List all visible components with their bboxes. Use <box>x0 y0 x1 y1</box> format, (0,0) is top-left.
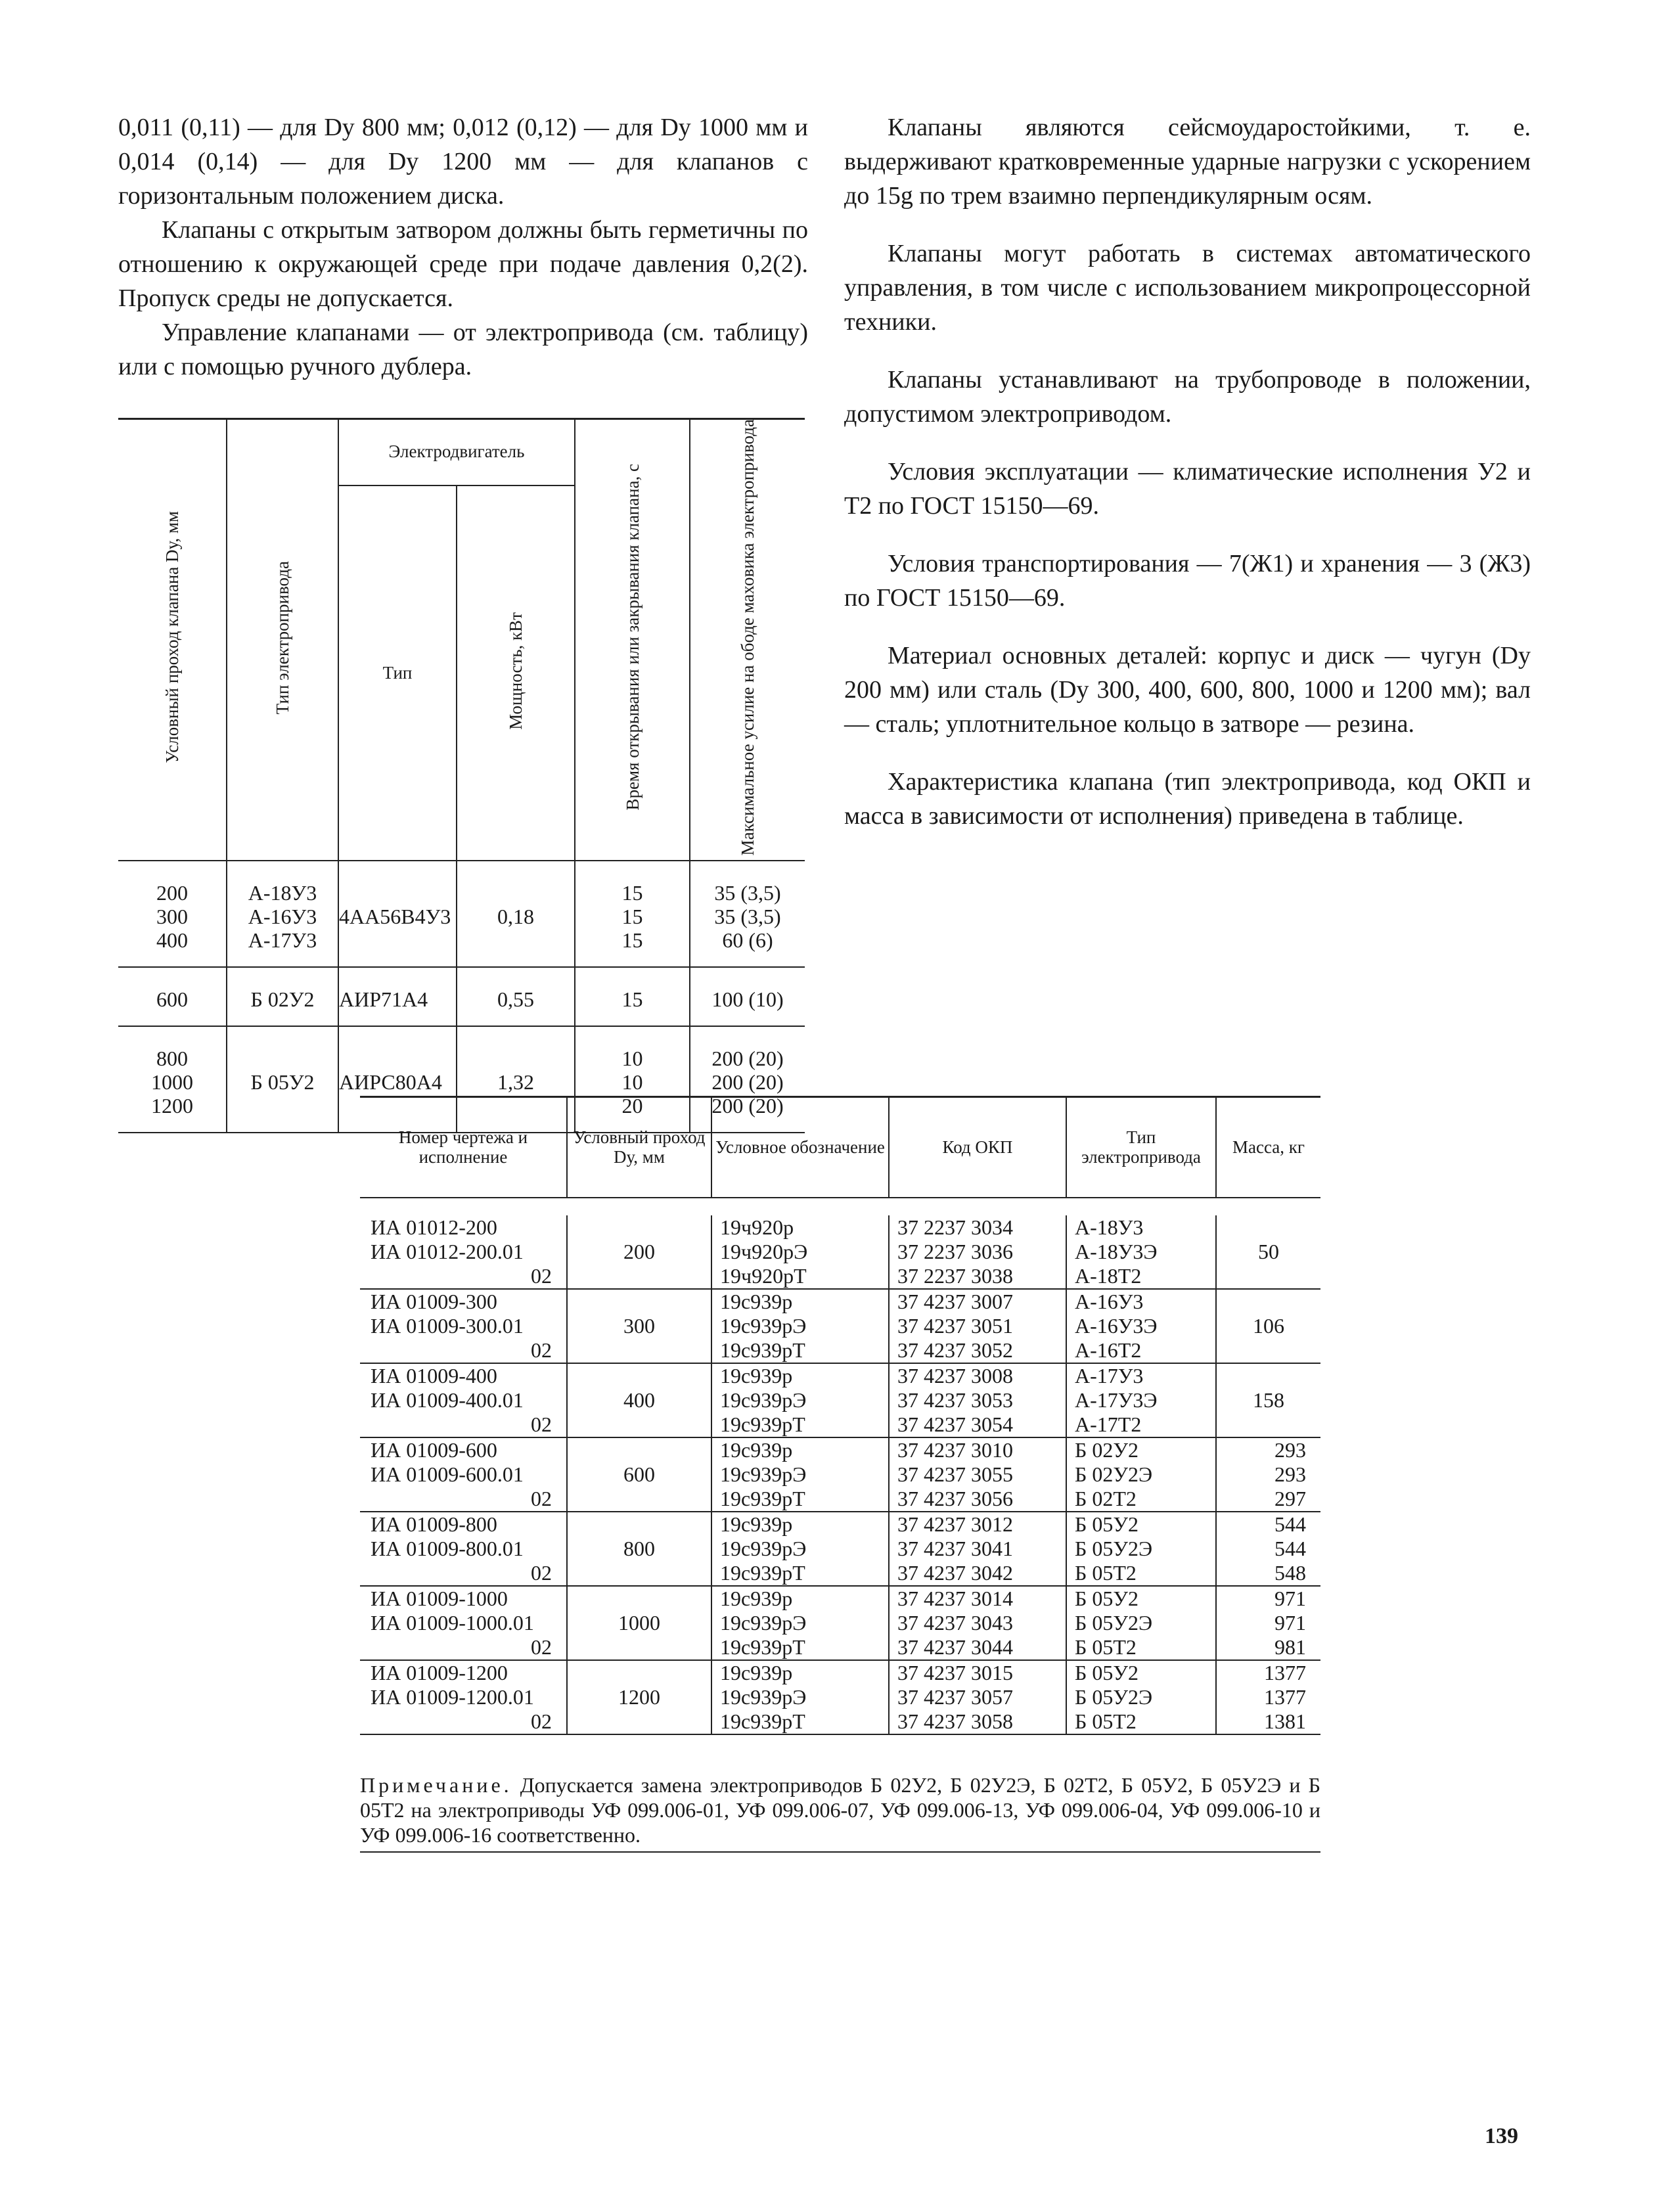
valve-cell-line: ИА 01009-600.01 <box>371 1462 524 1486</box>
valve-cell-mass <box>1216 1586 1320 1660</box>
valve-cell-line: 37 4237 3012 <box>897 1512 1013 1536</box>
motor-cell-line: А-16У3 <box>248 905 317 929</box>
motor-cell-line: 15 <box>621 881 643 905</box>
motor-table-row <box>118 861 805 967</box>
valve-cell-line: Б 05У2 <box>1075 1587 1139 1610</box>
valve-cell-dn: 600 <box>567 1437 711 1512</box>
valve-cell-line: 37 4237 3015 <box>897 1661 1013 1684</box>
valve-cell-line: 19с939рТ <box>720 1709 805 1733</box>
valve-cell-designation <box>711 1215 889 1289</box>
valve-cell-drawing <box>360 1363 567 1437</box>
valve-cell-line: 293 <box>1274 1438 1306 1462</box>
valve-cell-line: 544 <box>1274 1512 1306 1536</box>
main-th-dn: Условный проход Dу, мм <box>567 1097 711 1198</box>
valve-cell-okp <box>889 1363 1066 1437</box>
valve-cell-line: 971 <box>1274 1611 1306 1635</box>
motor-cell-line: Б 02У2 <box>250 987 315 1012</box>
motor-cell-line: 600 <box>156 987 188 1012</box>
valve-cell-line: 19с939рТ <box>720 1487 805 1510</box>
main-th-drawing: Номер чертежа и исполнение <box>360 1097 567 1198</box>
valve-cell-line: Б 02У2Э <box>1075 1462 1153 1486</box>
motor-cell-motor-type: АИР71А4 <box>338 967 457 1026</box>
valve-cell-line: 106 <box>1253 1314 1284 1338</box>
motor-table-body <box>118 861 805 1133</box>
right-paragraph-3: Клапаны устанавливают на трубопроводе в положении, допустимом электроприводом. <box>844 366 1531 428</box>
note-label: Примечание. <box>360 1773 512 1797</box>
valve-cell-line: 19с939рТ <box>720 1561 805 1585</box>
valve-cell-dn: 1000 <box>567 1586 711 1660</box>
left-paragraph-3: Управление клапанами — от электропривода (см. таблицу) или с помощью ручного дублера. <box>118 319 808 380</box>
valve-cell-designation <box>711 1512 889 1586</box>
valve-cell-line: 02 <box>531 1264 552 1288</box>
motor-cell-line: 100 (10) <box>711 987 784 1012</box>
main-th-designation: Условное обозначение <box>711 1097 889 1198</box>
valve-cell-drawing <box>360 1512 567 1586</box>
valve-cell-line: Б 05У2Э <box>1075 1537 1153 1560</box>
valve-cell-line: 19с939р <box>720 1661 793 1684</box>
motor-cell-line: 200 (20) <box>711 1070 784 1095</box>
valve-cell-line: А-18У3 <box>1075 1215 1144 1239</box>
valve-cell-line: Б 05У2Э <box>1075 1685 1153 1709</box>
valve-cell-okp <box>889 1437 1066 1512</box>
motor-cell-force <box>690 861 805 967</box>
motor-cell-line: 400 <box>156 928 188 953</box>
motor-cell-power: 1,32 <box>457 1026 575 1133</box>
valve-cell-line: 1377 <box>1264 1661 1306 1684</box>
valve-cell-mass <box>1216 1437 1320 1512</box>
valve-cell-drive <box>1066 1289 1216 1363</box>
motor-cell-line: 20 <box>621 1094 643 1118</box>
valve-cell-drawing <box>360 1660 567 1734</box>
motor-cell-time <box>575 967 690 1026</box>
valve-cell-line: 37 4237 3058 <box>897 1709 1013 1733</box>
valve-cell-line: 37 4237 3057 <box>897 1685 1013 1709</box>
right-paragraph-2: Клапаны могут работать в системах автоматического управления, в том числе с использованием микропроцессорной техники. <box>844 240 1531 336</box>
valve-cell-line: 19с939р <box>720 1438 793 1462</box>
valve-cell-okp <box>889 1586 1066 1660</box>
valve-cell-line: 548 <box>1274 1561 1306 1585</box>
valve-cell-line: 50 <box>1258 1240 1279 1263</box>
motor-th-power: Мощность, кВт <box>457 485 575 861</box>
motor-th-motor-group: Электродвигатель <box>338 419 575 485</box>
valve-cell-line: ИА 01009-1200 <box>371 1661 508 1684</box>
right-paragraph-5: Условия транспортирования — 7(Ж1) и хранения — 3 (Ж3) по ГОСТ 15150—69. <box>844 550 1531 612</box>
right-paragraph-7: Характеристика клапана (тип электропривода, код ОКП и масса в зависимости от исполнения) приведена в таблице. <box>844 768 1531 830</box>
valve-cell-line: А-17Т2 <box>1075 1412 1142 1436</box>
motor-th-motor-type: Тип <box>338 485 457 861</box>
valve-cell-okp <box>889 1215 1066 1289</box>
motor-cell-drive-type <box>227 967 338 1026</box>
valve-cell-line: 19с939р <box>720 1587 793 1610</box>
valve-cell-drive <box>1066 1512 1216 1586</box>
valve-cell-line: 19с939рЭ <box>720 1462 807 1486</box>
valve-cell-line: 19с939р <box>720 1290 793 1313</box>
valve-cell-line: Б 05Т2 <box>1075 1561 1137 1585</box>
valve-table-row <box>360 1363 1320 1437</box>
valve-cell-line: 19с939рЭ <box>720 1611 807 1635</box>
valve-cell-line: 19с939рЭ <box>720 1314 807 1338</box>
valve-cell-line: Б 05Т2 <box>1075 1709 1137 1733</box>
valve-cell-line: ИА 01009-600 <box>371 1438 497 1462</box>
motor-cell-line: 800 <box>156 1047 188 1071</box>
valve-cell-line: 981 <box>1274 1635 1306 1659</box>
valve-cell-line: ИА 01009-800 <box>371 1512 497 1536</box>
valve-cell-drawing <box>360 1437 567 1512</box>
valve-cell-drive <box>1066 1363 1216 1437</box>
valve-cell-line: 19с939рЭ <box>720 1388 807 1412</box>
valve-cell-dn: 400 <box>567 1363 711 1437</box>
table-note <box>360 1772 1320 1847</box>
valve-cell-drawing <box>360 1586 567 1660</box>
motor-th-force: Максимальное усилие на ободе маховика электропривода <box>690 419 805 861</box>
page-number: 139 <box>1485 2124 1518 2148</box>
motor-cell-line: А-18У3 <box>248 881 317 905</box>
motor-th-time: Время открывания или закрывания клапана, с <box>575 419 690 861</box>
valve-cell-line: 37 4237 3052 <box>897 1338 1013 1362</box>
valve-table-body <box>360 1215 1320 1734</box>
valve-cell-line: 37 2237 3038 <box>897 1264 1013 1288</box>
valve-cell-okp <box>889 1289 1066 1363</box>
valve-table-row <box>360 1512 1320 1586</box>
valve-cell-drive <box>1066 1437 1216 1512</box>
valve-cell-designation <box>711 1289 889 1363</box>
motor-cell-motor-type: 4АА56В4У3 <box>338 861 457 967</box>
valve-cell-line: 37 4237 3054 <box>897 1412 1013 1436</box>
valve-cell-dn: 800 <box>567 1512 711 1586</box>
motor-cell-line: 300 <box>156 905 188 929</box>
right-paragraph-4: Условия эксплуатации — климатические исполнения У2 и Т2 по ГОСТ 15150—69. <box>844 458 1531 520</box>
valve-cell-line: 02 <box>531 1412 552 1436</box>
valve-cell-line: 19с939рТ <box>720 1412 805 1436</box>
valve-cell-line: А-16Т2 <box>1075 1338 1142 1362</box>
motor-cell-line: 200 (20) <box>711 1047 784 1071</box>
motor-cell-power: 0,55 <box>457 967 575 1026</box>
motor-cell-time <box>575 861 690 967</box>
valve-cell-line: 158 <box>1253 1388 1284 1412</box>
valve-cell-line: 37 4237 3041 <box>897 1537 1013 1560</box>
motor-cell-line: 200 (20) <box>711 1094 784 1118</box>
valve-table-row <box>360 1660 1320 1734</box>
valve-cell-line: 37 4237 3044 <box>897 1635 1013 1659</box>
valve-cell-line: ИА 01009-1200.01 <box>371 1685 534 1709</box>
motor-cell-line: 35 (3,5) <box>714 881 781 905</box>
valve-cell-line: ИА 01009-400 <box>371 1364 497 1388</box>
valve-cell-dn: 300 <box>567 1289 711 1363</box>
valve-cell-drawing <box>360 1289 567 1363</box>
valve-cell-line: 544 <box>1274 1537 1306 1560</box>
valve-cell-line: ИА 01012-200 <box>371 1215 497 1239</box>
right-column <box>844 110 1531 857</box>
valve-cell-line: Б 02Т2 <box>1075 1487 1137 1510</box>
motor-th-dn: Условный проход клапана Dу, мм <box>118 419 227 861</box>
valve-cell-line: 37 4237 3053 <box>897 1388 1013 1412</box>
left-paragraph-2: Клапаны с открытым затвором должны быть герметичны по отношению к окружающей среде при подаче давления 0,2(2). Пропуск среды не допускается. <box>118 216 808 312</box>
valve-cell-line: 19с939рЭ <box>720 1685 807 1709</box>
valve-cell-line: 37 4237 3056 <box>897 1487 1013 1510</box>
left-paragraph-1: 0,011 (0,11) — для Dу 800 мм; 0,012 (0,12) — для Dу 1000 мм и 0,014 (0,14) — для Dу 1200 мм — для клапанов с горизонтальным положением диска. <box>118 114 808 210</box>
motor-cell-motor-type: АИРС80А4 <box>338 1026 457 1133</box>
left-column <box>118 110 808 384</box>
valve-cell-line: Б 05У2Э <box>1075 1611 1153 1635</box>
right-paragraph-6: Материал основных деталей: корпус и диск — чугун (Dу 200 мм) или сталь (Dу 300, 400, 600, 800, 1000 и 1200 мм); вал — сталь; уплотнительное кольцо в затворе — резина. <box>844 642 1531 738</box>
valve-cell-line: 19с939рТ <box>720 1635 805 1659</box>
valve-cell-line: 02 <box>531 1561 552 1585</box>
motor-cell-line: 200 <box>156 881 188 905</box>
valve-cell-line: 19с939р <box>720 1512 793 1536</box>
valve-cell-dn: 200 <box>567 1215 711 1289</box>
valve-cell-line: Б 05Т2 <box>1075 1635 1137 1659</box>
valve-cell-line: А-17У3Э <box>1075 1388 1158 1412</box>
motor-cell-line: 15 <box>621 905 643 929</box>
motor-cell-line: А-17У3 <box>248 928 317 953</box>
motor-cell-dn <box>118 861 227 967</box>
valve-cell-line: 297 <box>1274 1487 1306 1510</box>
motor-cell-drive-type <box>227 1026 338 1133</box>
valve-cell-designation <box>711 1660 889 1734</box>
valve-cell-line: 37 4237 3014 <box>897 1587 1013 1610</box>
motor-cell-line: 15 <box>621 987 643 1012</box>
motor-cell-line: 10 <box>621 1070 643 1095</box>
valve-cell-line: 37 2237 3034 <box>897 1215 1013 1239</box>
valve-cell-line: 19ч920рЭ <box>720 1240 808 1263</box>
motor-table-row <box>118 967 805 1026</box>
note-bottom-rule <box>360 1851 1320 1853</box>
valve-cell-designation <box>711 1586 889 1660</box>
motor-th-drive-type: Тип электропривода <box>227 419 338 861</box>
main-th-drive: Тип электропривода <box>1066 1097 1216 1198</box>
motor-cell-power: 0,18 <box>457 861 575 967</box>
valve-cell-drive <box>1066 1586 1216 1660</box>
valve-table-row <box>360 1586 1320 1660</box>
valve-cell-line: 19с939р <box>720 1364 793 1388</box>
valve-cell-line: А-18У3Э <box>1075 1240 1158 1263</box>
valve-cell-drawing <box>360 1215 567 1289</box>
valve-cell-line: 37 4237 3051 <box>897 1314 1013 1338</box>
valve-cell-line: ИА 01009-1000.01 <box>371 1611 534 1635</box>
valve-cell-line: 19ч920рТ <box>720 1264 807 1288</box>
valve-cell-line: ИА 01009-1000 <box>371 1587 508 1610</box>
valve-cell-line: 19с939рТ <box>720 1338 805 1362</box>
valve-table-row <box>360 1437 1320 1512</box>
main-th-okp: Код ОКП <box>889 1097 1066 1198</box>
valve-cell-line: ИА 01009-400.01 <box>371 1388 524 1412</box>
motor-cell-line: Б 05У2 <box>250 1070 315 1095</box>
motor-table <box>118 419 805 1133</box>
valve-cell-line: 37 4237 3008 <box>897 1364 1013 1388</box>
valve-cell-line: 37 4237 3042 <box>897 1561 1013 1585</box>
motor-cell-force <box>690 967 805 1026</box>
motor-cell-line: 35 (3,5) <box>714 905 781 929</box>
valve-cell-line: 37 4237 3043 <box>897 1611 1013 1635</box>
valve-cell-line: А-18Т2 <box>1075 1264 1142 1288</box>
valve-cell-dn: 1200 <box>567 1660 711 1734</box>
valve-table-row <box>360 1215 1320 1289</box>
valve-cell-mass <box>1216 1363 1320 1437</box>
motor-cell-dn <box>118 1026 227 1133</box>
valve-cell-mass <box>1216 1289 1320 1363</box>
valve-cell-line: 37 4237 3007 <box>897 1290 1013 1313</box>
valve-cell-line: 19ч920р <box>720 1215 794 1239</box>
motor-cell-line: 10 <box>621 1047 643 1071</box>
valve-cell-line: 37 4237 3010 <box>897 1438 1013 1462</box>
valve-cell-mass <box>1216 1512 1320 1586</box>
valve-cell-mass <box>1216 1660 1320 1734</box>
valve-cell-line: А-17У3 <box>1075 1364 1144 1388</box>
valve-cell-line: 37 2237 3036 <box>897 1240 1013 1263</box>
valve-cell-line: А-16У3 <box>1075 1290 1144 1313</box>
valve-cell-line: 971 <box>1274 1587 1306 1610</box>
valve-cell-line: 293 <box>1274 1462 1306 1486</box>
valve-cell-line: Б 05У2 <box>1075 1512 1139 1536</box>
motor-cell-drive-type <box>227 861 338 967</box>
valve-cell-designation <box>711 1437 889 1512</box>
motor-cell-line: 15 <box>621 928 643 953</box>
valve-cell-okp <box>889 1512 1066 1586</box>
valve-cell-line: ИА 01009-800.01 <box>371 1537 524 1560</box>
valve-cell-okp <box>889 1660 1066 1734</box>
valve-cell-line: 37 4237 3055 <box>897 1462 1013 1486</box>
valve-cell-line: ИА 01009-300 <box>371 1290 497 1313</box>
motor-cell-line: 1200 <box>151 1094 193 1118</box>
valve-cell-line: ИА 01009-300.01 <box>371 1314 524 1338</box>
valve-table <box>360 1097 1320 1735</box>
valve-cell-line: Б 05У2 <box>1075 1661 1139 1684</box>
right-paragraph-1: Клапаны являются сейсмоударостойкими, т. е. выдерживают кратковременные ударные нагрузки с ускорением до 15g по трем взаимно перпендикулярным осям. <box>844 114 1531 210</box>
motor-cell-dn <box>118 967 227 1026</box>
motor-cell-line: 1000 <box>151 1070 193 1095</box>
valve-cell-line: 02 <box>531 1487 552 1510</box>
valve-cell-line: ИА 01012-200.01 <box>371 1240 524 1263</box>
valve-cell-mass <box>1216 1215 1320 1289</box>
valve-cell-line: 1377 <box>1264 1685 1306 1709</box>
main-th-mass: Масса, кг <box>1216 1097 1320 1198</box>
valve-cell-line: 02 <box>531 1709 552 1733</box>
note-text: Допускается замена электроприводов Б 02У2, Б 02У2Э, Б 02Т2, Б 05У2, Б 05У2Э и Б 05Т2 на электроприводы УФ 099.006-01, УФ 099.006-07, УФ 099.006-13, УФ 099.006-04, УФ 099.006-10 и УФ 099.006-16 соответственно. <box>360 1773 1321 1847</box>
valve-cell-line: 02 <box>531 1338 552 1362</box>
valve-cell-line: А-16У3Э <box>1075 1314 1158 1338</box>
valve-cell-line: 02 <box>531 1635 552 1659</box>
valve-cell-line: 1381 <box>1264 1709 1306 1733</box>
valve-cell-drive <box>1066 1660 1216 1734</box>
valve-table-row <box>360 1289 1320 1363</box>
motor-cell-line: 60 (6) <box>722 928 773 953</box>
valve-cell-line: Б 02У2 <box>1075 1438 1139 1462</box>
valve-cell-designation <box>711 1363 889 1437</box>
valve-cell-line: 19с939рЭ <box>720 1537 807 1560</box>
valve-cell-drive <box>1066 1215 1216 1289</box>
